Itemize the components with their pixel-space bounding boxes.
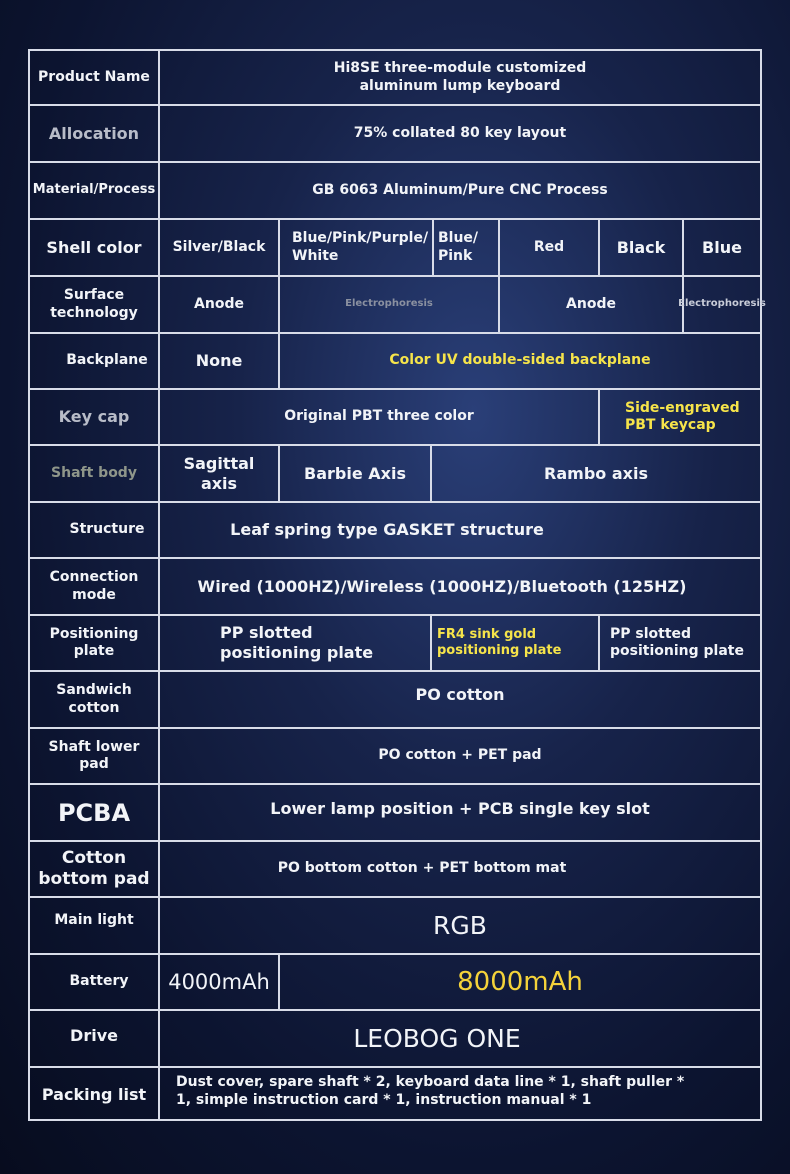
value-product-name: Hi8SE three-module customized aluminum lump keyboard [160, 51, 762, 106]
shell-color-blue-pink: Blue/ Pink [434, 220, 500, 277]
label-shaft-body: Shaft body [30, 446, 160, 503]
surface-electrophoresis-2: Electrophoresis [684, 277, 762, 334]
shaft-barbie-axis: Barbie Axis [280, 446, 432, 503]
label-drive: Drive [30, 1011, 160, 1068]
shell-color-blue-pink-purple-white: Blue/Pink/Purple/ White [280, 220, 434, 277]
shell-color-black: Black [600, 220, 684, 277]
label-allocation: Allocation [30, 106, 160, 163]
value-main-light: RGB [160, 898, 762, 955]
shaft-sagittal-axis: Sagittal axis [160, 446, 280, 503]
value-pcba: Lower lamp position + PCB single key slot [160, 785, 762, 842]
label-structure: Structure [30, 503, 160, 559]
value-cotton-bottom-pad: PO bottom cotton + PET bottom mat [160, 842, 762, 898]
shell-color-silver-black: Silver/Black [160, 220, 280, 277]
label-key-cap: Key cap [30, 390, 160, 446]
positioning-fr4-sink-gold: FR4 sink gold positioning plate [432, 616, 600, 672]
label-battery: Battery [30, 955, 160, 1011]
battery-8000mah: 8000mAh [280, 955, 762, 1011]
label-product-name: Product Name [30, 51, 160, 106]
value-sandwich-cotton: PO cotton [160, 672, 762, 729]
value-shaft-lower-pad: PO cotton + PET pad [160, 729, 762, 785]
shell-color-red: Red [500, 220, 600, 277]
backplane-none: None [160, 334, 280, 390]
positioning-pp-slotted-2: PP slotted positioning plate [600, 616, 762, 672]
surface-anode-1: Anode [160, 277, 280, 334]
shaft-rambo-axis: Rambo axis [432, 446, 762, 503]
value-packing-list: Dust cover, spare shaft * 2, keyboard data line * 1, shaft puller * 1, simple instruction card * 1, instruction manual * 1 [176, 1074, 685, 1108]
value-connection-mode: Wired (1000HZ)/Wireless (1000HZ)/Bluetooth (125HZ) [160, 559, 762, 616]
backplane-color-uv: Color UV double-sided backplane [280, 334, 762, 390]
positioning-pp-slotted-1: PP slotted positioning plate [160, 616, 432, 672]
spec-table [28, 49, 766, 1121]
label-shaft-lower-pad: Shaft lower pad [30, 729, 160, 785]
keycap-side-engraved: Side-engraved PBT keycap [600, 390, 762, 446]
value-allocation: 75% collated 80 key layout [160, 106, 762, 163]
label-material: Material/Process [30, 163, 160, 220]
label-cotton-bottom-pad: Cotton bottom pad [30, 842, 160, 898]
label-connection-mode: Connection mode [30, 559, 160, 616]
label-shell-color: Shell color [30, 220, 160, 277]
label-backplane: Backplane [30, 334, 160, 390]
surface-electrophoresis-1: Electrophoresis [280, 277, 500, 334]
value-material: GB 6063 Aluminum/Pure CNC Process [160, 163, 762, 220]
battery-4000mah: 4000mAh [160, 955, 280, 1011]
shell-color-blue: Blue [684, 220, 762, 277]
label-surface-technology: Surface technology [30, 277, 160, 334]
label-packing-list: Packing list [30, 1068, 160, 1121]
label-positioning-plate: Positioning plate [30, 616, 160, 672]
label-pcba: PCBA [30, 785, 160, 842]
surface-anode-2: Anode [500, 277, 684, 334]
label-sandwich-cotton: Sandwich cotton [30, 672, 160, 729]
label-main-light: Main light [30, 898, 160, 955]
value-drive: LEOBOG ONE [160, 1011, 762, 1068]
value-structure: Leaf spring type GASKET structure [160, 503, 762, 559]
keycap-original-pbt: Original PBT three color [160, 390, 600, 446]
